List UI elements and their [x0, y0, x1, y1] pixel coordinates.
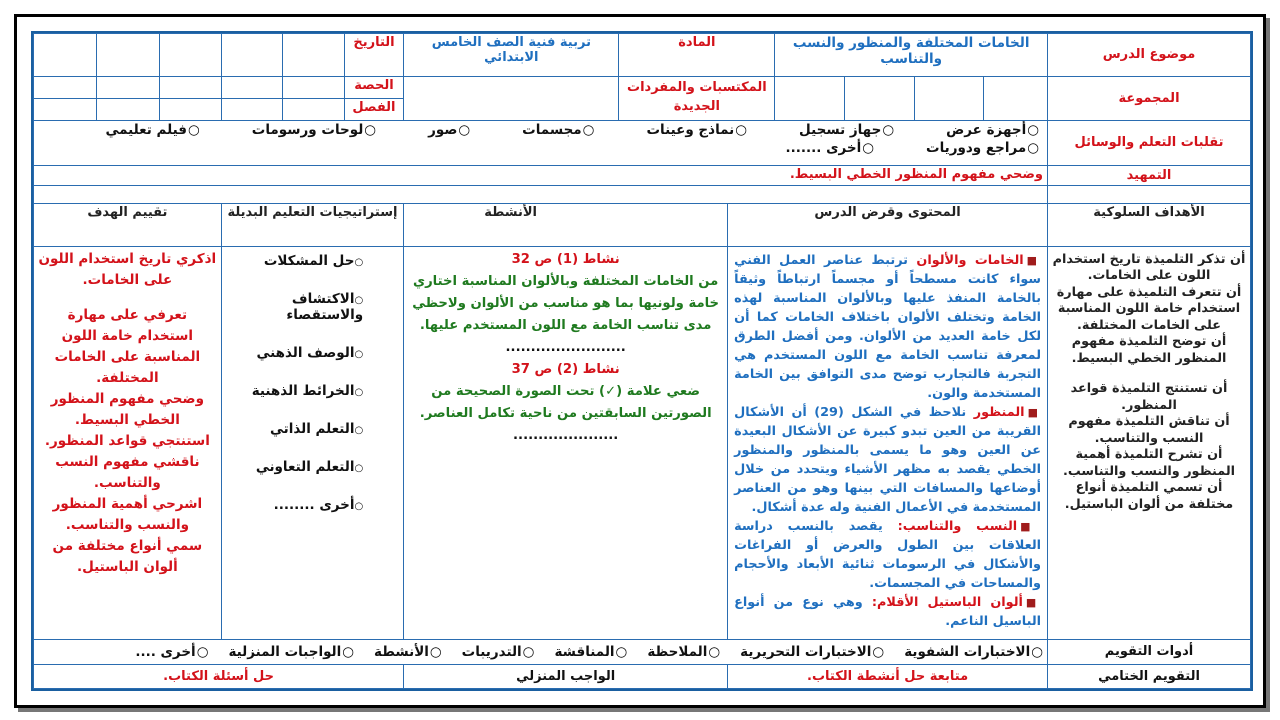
period-cell-4	[96, 76, 160, 98]
tool-option[interactable]: ○ نماذج وعينات	[646, 122, 747, 138]
assessment-option[interactable]: ○ المناقشة	[554, 644, 627, 660]
objective-item: أن توضح التلميذة مفهوم المنظور الخطي البسيط.	[1071, 334, 1227, 366]
group-cell-2	[914, 76, 984, 121]
objectives-cell	[1048, 246, 1251, 640]
vocab-label: المكتسبات والمفردات الجديدة	[619, 76, 775, 121]
group-cell-1	[984, 76, 1048, 121]
date-cell-1	[283, 34, 345, 77]
date-cell-2	[221, 34, 283, 77]
evaluation-header: تقييم الهدف	[34, 204, 222, 247]
square-bullet-icon: ■	[1025, 595, 1041, 609]
objectives-header: الأهداف السلوكية	[1048, 204, 1251, 247]
homework-value: حل أسئلة الكتاب.	[34, 664, 404, 688]
group-cell-3	[845, 76, 915, 121]
content-title: ألوان الباستيل الأقلام:	[871, 594, 1023, 610]
period-cell-3	[160, 76, 222, 98]
evaluation-cell	[34, 246, 222, 640]
objective-item: أن تناقش التلميذة مفهوم النسب والتناسب.	[1068, 414, 1230, 446]
activity-dots: .....................	[513, 427, 619, 443]
strategy-item: ○ التعلم التعاوني	[226, 459, 363, 475]
tool-option[interactable]: ○ جهاز تسجيل	[799, 122, 894, 138]
content-cell	[728, 246, 1048, 640]
tool-option[interactable]: ○ أجهزة عرض	[946, 122, 1039, 138]
content-text: يقصد بالنسب دراسة العلاقات بين الطول والعرض أو الفراغات والأشكال في الرسومات ثنائية الأبعاد والأحجام والمساحات في المجسمات.	[734, 518, 1042, 591]
evaluation-item: تعرفي على مهارة استخدام خامة اللون المناسبة على الخامات المختلفة.	[54, 306, 201, 386]
evaluation-item: ناقشي مفهوم النسب والتناسب.	[55, 453, 200, 491]
content-block	[734, 593, 1041, 631]
page-frame	[14, 14, 1266, 708]
square-bullet-icon: ■	[1027, 405, 1042, 419]
vocab-value	[404, 76, 619, 121]
topic-label: موضوع الدرس	[1048, 34, 1251, 77]
objective-item: أن تذكر التلميذة تاريخ استخدام اللون على الخامات.	[1052, 251, 1246, 284]
strategy-item: ○ الخرائط الذهنية	[226, 383, 363, 399]
assessment-option[interactable]: ○ أخرى ....	[135, 644, 208, 660]
class-cell-5	[34, 98, 97, 120]
evaluation-item: استنتجي قواعد المنظور.	[44, 432, 210, 449]
period-cell-1	[283, 76, 345, 98]
content-header: المحتوى وقرض الدرس	[728, 204, 1048, 247]
activities-header: الأنشطة	[404, 204, 728, 247]
date-label: التاريخ	[344, 34, 403, 77]
intro-label: التمهيد	[1048, 165, 1251, 185]
activity-1-title: نشاط (1) ص 32	[511, 251, 620, 267]
strategy-item: ○ الوصف الذهني	[226, 345, 363, 361]
period-cell-2	[221, 76, 283, 98]
square-bullet-icon: ■	[1026, 253, 1041, 267]
class-label: الفصل	[344, 98, 403, 120]
assessment-option[interactable]: ○ الملاحظة	[647, 644, 720, 660]
strategies-cell	[221, 246, 403, 640]
topic-value: الخامات المختلفة والمنظور والنسب والتناسب	[775, 34, 1048, 77]
group-label: المجموعة	[1048, 76, 1251, 121]
activity-1-text: من الخامات المختلفة وبالألوان المناسبة اختاري خامة ولونيها بما هو مناسب من الألوان ولاحظي مدى تناسب الخامة مع اللون المستخدم عليها.	[412, 273, 720, 333]
tool-option[interactable]: ○ فيلم تعليمي	[105, 122, 199, 138]
strategy-item: ○ حل المشكلات	[226, 253, 363, 269]
activity-2-text: ضعي علامة (✓) تحت الصورة الصحيحة من الصورتين السابقتين من ناحية تكامل العناصر.	[419, 383, 712, 421]
strategy-item: ○ التعلم الذاتي	[226, 421, 363, 437]
period-cell-5	[34, 76, 97, 98]
spacer-cell	[1048, 185, 1251, 203]
subject-label: المادة	[619, 34, 775, 77]
homework-label: الواجب المنزلي	[404, 664, 728, 688]
objective-item: أن تسمي التلميذة أنواع مختلفة من ألوان الباستيل.	[1064, 480, 1234, 512]
period-label: الحصة	[344, 76, 403, 98]
assessment-label: أدوات التقويم	[1048, 640, 1251, 664]
strategy-item: ○ أخرى ........	[226, 497, 363, 513]
content-title: المنظور	[973, 404, 1025, 420]
spacer-cell	[34, 185, 1048, 203]
tools-label: تقلبات التعلم والوسائل	[1048, 121, 1251, 166]
content-text: وهي نوع من أنواع الباسيل الناعم.	[734, 594, 1042, 629]
assessment-option[interactable]: ○ الأنشطة	[374, 644, 442, 660]
content-block	[734, 251, 1041, 403]
intro-value: وضحي مفهوم المنظور الخطي البسيط.	[34, 165, 1048, 185]
content-block	[734, 517, 1041, 593]
subject-value: تربية فنية الصف الخامس الابتدائي	[404, 34, 619, 77]
evaluation-item: وضحي مفهوم المنظور الخطي البسيط.	[50, 390, 204, 428]
lesson-plan-table	[31, 31, 1253, 691]
tool-option[interactable]: ○ أخرى .......	[785, 140, 874, 156]
class-cell-3	[160, 98, 222, 120]
date-cell-3	[160, 34, 222, 77]
evaluation-item: اذكري تاريخ استخدام اللون على الخامات.	[38, 250, 217, 288]
content-title: النسب والتناسب:	[897, 518, 1018, 534]
tool-option[interactable]: ○ مراجع ودوريات	[926, 140, 1039, 156]
assessment-option[interactable]: ○ الواجبات المنزلية	[228, 644, 354, 660]
tool-option[interactable]: ○ مجسمات	[522, 122, 594, 138]
strategies-header: إستراتيجيات التعليم البديلة	[221, 204, 403, 247]
assessment-option[interactable]: ○ الاختبارات الشفوية	[904, 644, 1043, 660]
final-label: التقويم الختامي	[1048, 664, 1251, 688]
objective-item: أن تستنتج التلميذة قواعد المنظور.	[1070, 381, 1228, 413]
class-cell-1	[283, 98, 345, 120]
tools-options	[34, 121, 1048, 166]
assessment-options	[34, 640, 1048, 664]
evaluation-item: سمي أنواع مختلفة من ألوان الباستيل.	[52, 537, 203, 575]
group-cell-4	[775, 76, 845, 121]
assessment-option[interactable]: ○ الاختبارات التحريرية	[740, 644, 884, 660]
content-text: نلاحظ في الشكل (29) أن الأشكال القريبة من العين تبدو كبيرة عن الأشكال البعيدة عن العين وهو ما يسمى بالمنظور والمنظور الخطي يقصد به مظهر الأشياء ويتحدد من خلال أوضاعها والمسافات التي بينها وهو من العناصر المستخدمة في الأعمال الفنية وله عدة أشكال.	[734, 404, 1042, 515]
content-block	[734, 403, 1041, 517]
square-bullet-icon: ■	[1020, 519, 1041, 533]
final-value: متابعة حل أنشطة الكتاب.	[728, 664, 1048, 688]
activity-2-title: نشاط (2) ص 37	[511, 361, 620, 377]
tool-option[interactable]: ○ لوحات ورسومات	[252, 122, 376, 138]
class-cell-2	[221, 98, 283, 120]
content-text: ترتبط عناصر العمل الفني سواء كانت مسطحاً أو مجسماً ارتباطاً وثيقاً بالخامة المنفذ عليها وبالألوان المناسبة لهذه الخامة وتختلف الألوان باختلاف الخامات كما أن لكل خامة العديد من الألوان. ومن أفضل الطرق لمعرفة تناسب الخامة مع اللون المستخدم هي التجربة فالتجارب توضح مدى التوافق بين الخامة المستخدمة والون.	[734, 252, 1042, 401]
activities-cell	[404, 246, 728, 640]
assessment-option[interactable]: ○ التدريبات	[462, 644, 535, 660]
class-cell-4	[96, 98, 160, 120]
evaluation-item: اشرحي أهمية المنظور والنسب والتناسب.	[52, 495, 203, 533]
activity-dots: ........................	[505, 339, 626, 355]
date-cell-4	[96, 34, 160, 77]
strategy-item: ○ الاكتشاف والاستقصاء	[226, 291, 363, 323]
tool-option[interactable]: ○ صور	[428, 122, 470, 138]
date-cell-5	[34, 34, 97, 77]
objective-item: أن تتعرف التلميذة على مهارة استخدام خامة اللون المناسبة على الخامات المختلفة.	[1056, 284, 1242, 333]
objective-item: أن تشرح التلميذة أهمية المنظور والنسب والتناسب.	[1062, 447, 1236, 479]
content-title: الخامات والألوان	[916, 252, 1024, 268]
